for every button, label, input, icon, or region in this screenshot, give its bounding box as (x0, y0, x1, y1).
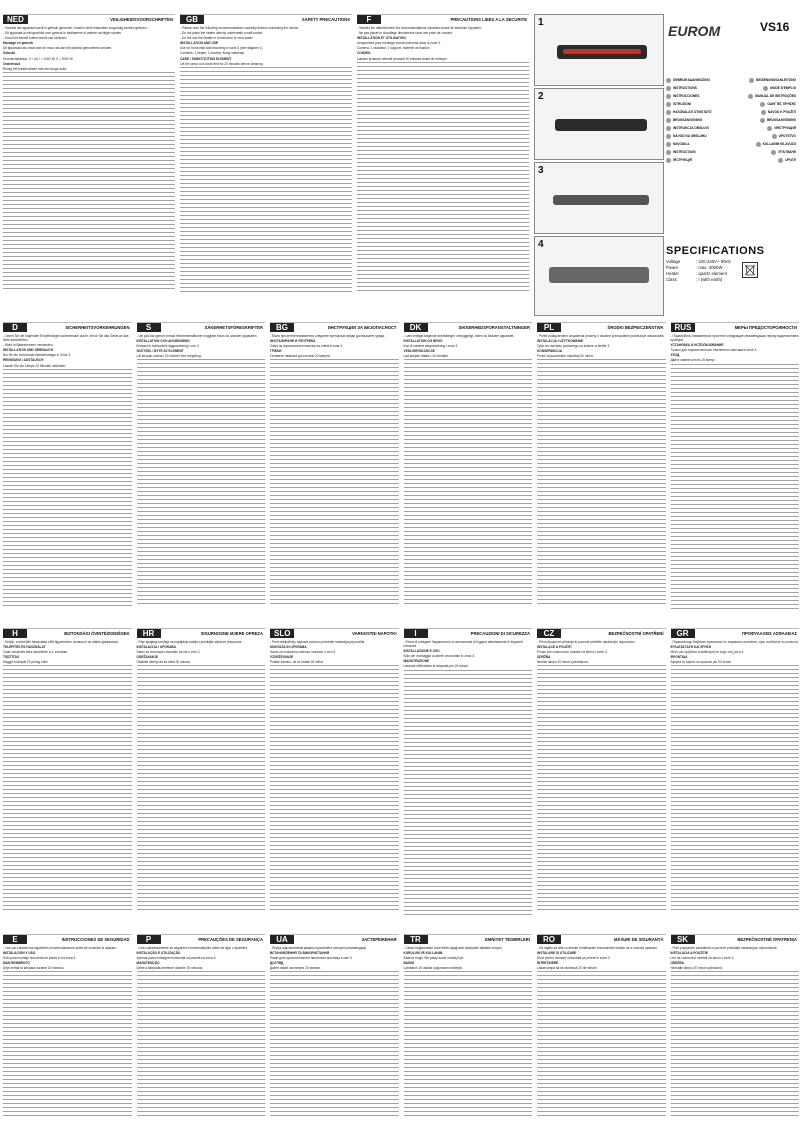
lang-code: P (137, 935, 161, 944)
text-line: - Nicht in Badezimmern verwenden. (3, 343, 54, 348)
lang-code: PL (537, 323, 561, 332)
text-line: SKÖTSEL / BYTE AV ELEMENT (136, 349, 184, 354)
text-line: - Ne pas placer le chauffage directement sous une prise de courant. (357, 31, 453, 36)
model-number: VS16 (760, 20, 790, 34)
text-line: INSTALLATION OG BRUG (403, 339, 443, 344)
text-line: Nechajte lampu 20 minút vychladnúť. (670, 966, 724, 971)
section-title: PRECAUÇÕES DE SEGURANÇA (198, 937, 263, 942)
language-row (666, 140, 796, 148)
text-line: ΕΓΚΑΤΑΣΤΑΣΗ ΚΑΙ ΧΡΗΣΗ (670, 645, 712, 650)
figure-4 (534, 236, 664, 316)
text-line: - Houd het toestel buiten bereik van kinderen. (3, 36, 68, 41)
text-placeholder (137, 359, 266, 604)
heater-icon (549, 267, 649, 283)
text-line: Pustite žarnico, da se ohladi 20 minut. (270, 660, 324, 665)
text-line: ГРИЖИ (270, 349, 282, 354)
language-label: INSTRUCŢIUNI (673, 150, 696, 154)
text-line: MONTAŽA IN UPORABA (270, 645, 307, 650)
text-line: - Læs venligst følgende anbefalinger omhyggeligt, inden du tilslutter apparatet. (403, 334, 515, 338)
wee-bin-icon (742, 262, 758, 278)
section-body (270, 640, 399, 664)
section-body (404, 946, 533, 970)
text-placeholder (270, 971, 399, 1116)
text-line: - Pred pripojením zariadenia si pozorne prečítajte nasledujúce odporúčania. (670, 946, 778, 950)
text-placeholder (404, 359, 533, 604)
spec-key: Class (666, 277, 677, 282)
section-ned (3, 14, 175, 314)
text-placeholder (3, 665, 132, 910)
text-placeholder (270, 665, 399, 910)
text-line: Dit apparaat kan zowel aan de muur als aan het plafond gemonteerd worden. (3, 46, 113, 51)
section-title: SICHERHEITSVORKEHRUNGEN (65, 325, 130, 330)
lang-code: HR (137, 629, 161, 638)
lang-code: UA (270, 935, 294, 944)
specifications-heading: SPECIFICATIONS (666, 245, 765, 257)
language-label: UPUTSTVO (778, 134, 796, 138)
text-line: Solo per montaggio a parete orizzontale in zona 3. (403, 654, 475, 659)
text-line: MANUTENÇÃO (136, 961, 160, 966)
text-line: - Var god läs igenom dessa rekommendationer noggrant innan du ansluter apparaten. (136, 334, 258, 338)
section-title: INSTRUCCIONES DE SEGURIDAD (61, 937, 130, 942)
text-line: Hagyja a lámpát 20 percig hűlni. (3, 660, 49, 665)
text-line: - Před připojením přístroje si pozorně přečtěte následující doporučení. (537, 640, 636, 644)
section-body (137, 640, 266, 664)
section-body (671, 640, 800, 664)
language-label: GEBRUIKSAANWIJZING (673, 78, 711, 82)
svg-text:EUROM: EUROM (668, 23, 721, 39)
section-title: ΠΡΟΦΥΛΑΞΕΙΣ ΑΣΦΑΛΕΙΑΣ (742, 631, 797, 636)
text-line: KONSERWACJA (537, 349, 563, 354)
text-placeholder (537, 971, 666, 1116)
text-line: INSTALARE ȘI UTILIZARE (537, 951, 577, 956)
section-gr (671, 628, 800, 928)
text-line: ВСТАНОВЛЕННЯ ТА ВИКОРИСТАННЯ (270, 951, 330, 956)
lang-code: E (3, 935, 27, 944)
heater-icon (555, 119, 647, 131)
text-line: - Kérjük, a készülék használata előtt figyelmesen olvassa el az alábbi ajánlásokat. (3, 640, 119, 644)
text-line: Contents: 1 heater, 1 bracket, fixing materials (180, 51, 244, 56)
text-line: Nur für die horizontale Wandmontage in Zone 3. (3, 353, 71, 358)
text-line: Μόνο για οριζόντια τοποθέτηση σε τοίχο στη ζώνη 3. (670, 650, 745, 655)
text-placeholder (180, 67, 352, 292)
text-placeholder (537, 359, 666, 604)
lang-code: SK (671, 935, 695, 944)
text-line: - Παρακαλούμε διαβάστε προσεκτικά τις παρακάτω συστάσεις πριν συνδέσετε τη συσκευή. (670, 640, 799, 644)
text-line: MANTENIMIENTO (3, 961, 30, 966)
text-line: Lad lampen afkøle i 20 minutter. (403, 354, 449, 359)
band-4 (3, 934, 799, 1129)
text-line: Reinig het toestel alleen met een droge doek. (3, 66, 68, 71)
section-body (270, 334, 399, 358)
section-body (270, 946, 399, 970)
text-line: Let the lamp cool down first for 20 minutes before cleaning. (180, 61, 264, 66)
text-line: Onderhoud (3, 61, 21, 66)
section-title: SÄKERHETSFÖRESKRIFTER (204, 325, 263, 330)
text-line: Само за хоризонтален монтаж на стена в зона 3. (270, 344, 343, 349)
language-label: УПЪТВАНЕ (778, 150, 796, 154)
text-placeholder (3, 369, 132, 609)
figure-number: 4 (538, 239, 544, 250)
spec-value: : quartz element (696, 271, 727, 276)
text-placeholder (404, 971, 533, 1116)
text-placeholder (357, 62, 529, 292)
language-label: KULLANIM KILAVUZU (762, 142, 796, 146)
section-title: PRECAUTIONS LIEES A LA SECURITE (450, 17, 527, 22)
language-label: HASZNÁLATI ÚTMUTATÓ (673, 110, 712, 114)
text-line: INSTALLATION OCH ANVÄNDNING (136, 339, 190, 344)
section-title: SAFETY PRECAUTIONS (301, 17, 350, 22)
lang-code: S (137, 323, 161, 332)
section-cz (537, 628, 666, 928)
text-line: INSTALLAZIONE E USO (403, 649, 440, 654)
lang-code: NED (3, 15, 28, 24)
figure-number: 3 (538, 165, 544, 176)
text-placeholder (671, 364, 800, 609)
text-line: - Prima di collegare l'apparecchio si raccomanda di leggere attentamente le seguenti istruzioni. (403, 640, 523, 649)
text-line: Deixe a lâmpada arrefecer durante 20 minutos. (136, 966, 204, 971)
spec-key: Power (666, 265, 679, 270)
text-line: - Leia cuidadosamente as seguintes recomendações antes de ligar o aparelho. (136, 946, 248, 950)
section-title: BEZPEČNOSTNÍ OPATŘENÍ (608, 631, 664, 636)
language-row (666, 148, 796, 156)
text-line: ÚDRŽBA (537, 655, 551, 660)
text-line: BAKIM (403, 961, 414, 966)
text-placeholder (537, 665, 666, 910)
text-line: Gebruik (3, 51, 16, 56)
language-label: BRUGSANVISNING (673, 118, 703, 122)
language-row (666, 108, 796, 116)
text-line: Только для горизонтального настенного монтажа в зоне 3. (670, 348, 758, 353)
section-title: VARNOSTNI NAPOTKI (352, 631, 397, 636)
section-title: EMNİYET TEDBİRLERİ (485, 937, 530, 942)
text-line: Doar pentru montare orizontală pe perete în zona 3. (537, 956, 611, 961)
band-2 (3, 322, 799, 622)
text-line: - Pred priključitvijo naprave pozorno preberite naslednja priporočila. (270, 640, 366, 644)
text-placeholder (671, 971, 800, 1116)
section-body (671, 946, 800, 970)
section-body (671, 334, 800, 363)
section-body (3, 334, 132, 368)
section-body (137, 946, 266, 970)
text-line: CONSEIL (357, 51, 372, 56)
section-title: BIZTONSÁGI ÓVINTÉZKEDÉSEK (64, 631, 130, 636)
text-line: Kun til vandret vægmontering i zone 3. (403, 344, 459, 349)
figure-2 (534, 88, 664, 160)
text-line: Αφήστε τη λάμπα να κρυώσει για 20 λεπτά. (670, 660, 732, 665)
spec-row (666, 277, 796, 283)
section-title: ЗАСТЕРЕЖЕННЯ (361, 937, 397, 942)
section-body (137, 334, 266, 358)
text-line: ÎNTREȚINERE (537, 961, 559, 966)
language-label: NÁVOD K POUŽITÍ (767, 110, 796, 114)
text-line: Ostavite žarulju da se hladi 20 minuta. (136, 660, 191, 665)
text-line: VZDRŽEVANJE (270, 655, 294, 660)
text-line: Csak vízszintes falra szerelésre a 3. zónában. (3, 650, 69, 655)
spec-value: : I (with earth) (696, 277, 723, 282)
text-placeholder (3, 971, 132, 1116)
section-title: BEZPEČNOSTNÉ OPATRENIA (737, 937, 797, 942)
lang-code: TR (404, 935, 428, 944)
language-label: NAVODILA (673, 142, 690, 146)
text-line: УСТАНОВКА И ИСПОЛЬЗОВАНИЕ (670, 343, 724, 348)
text-placeholder (137, 971, 266, 1116)
section-bg (270, 322, 399, 622)
text-line: Lassen Sie die Lampe 20 Minuten abkühlen. (3, 363, 66, 368)
section-tr (404, 934, 533, 1129)
section-h (3, 628, 132, 928)
text-line: Tylko do montażu poziomego na ścianie w strefie 3. (537, 344, 610, 349)
spec-key: Heater (666, 271, 679, 276)
figure-1 (534, 14, 664, 86)
section-rus (671, 322, 800, 622)
section-s (137, 322, 266, 622)
text-line: REINIGUNG / AUSTAUSCH (3, 358, 44, 363)
text-line: Use for horizontal wall mounting in zone 3 (see diagram 1). (180, 46, 264, 51)
lang-code: GB (180, 15, 204, 24)
text-line: Endast för horisontell väggmontering i zon 3. (136, 344, 200, 349)
lang-code: I (404, 629, 428, 638)
text-line: Sólo para montaje horizontal en pared en la zona 3. (3, 956, 77, 961)
section-ua (270, 934, 399, 1129)
text-line: - Prije spajanja uređaja na napajanje pažljivo pročitajte sljedeće preporuke. (136, 640, 243, 644)
lang-code: SLO (270, 629, 294, 638)
language-row (666, 156, 796, 164)
lang-code: GR (671, 629, 695, 638)
language-label: INSTRUCCIONES (673, 94, 700, 98)
text-line: - Do not place the heater directly underneath a wall socket. (180, 31, 264, 36)
text-placeholder (404, 670, 533, 915)
section-e (3, 934, 132, 1129)
language-label: UPUTE (785, 158, 796, 162)
section-body (537, 946, 666, 970)
text-line: Лише для горизонтального настінного монтажу в зоні 3. (270, 956, 353, 961)
text-line: - Vă rugăm să citiți cu atenție următoarele recomandări înainte de a conecta aparatul. (537, 946, 658, 950)
section-body (180, 26, 352, 66)
text-line: Sadece bölge 3'te yatay duvar montajı için. (403, 956, 465, 961)
section-title: PRECAUZIONI DI SICUREZZA (470, 631, 530, 636)
text-line: Deje enfriar la lámpara durante 20 minutos. (3, 966, 65, 971)
language-label: ΟΔΗΓΊΕΣ ΧΡΉΣΗΣ (767, 102, 796, 106)
text-line: Len na vodorovnú montáž na stenu v zóne 3. (670, 956, 735, 961)
section-sk (671, 934, 800, 1129)
language-row (666, 84, 796, 92)
text-line: INSTALLATION UND GEBRAUCH (3, 348, 53, 353)
text-line: CARE / SUBSTITUTING ELEMENT (180, 56, 232, 61)
section-body (537, 334, 666, 358)
section-d (3, 322, 132, 622)
text-line: Оставете лампата да изстине 20 минути. (270, 354, 331, 359)
language-list (666, 76, 796, 164)
language-label: INSTRUCTIONS (673, 86, 697, 90)
text-line: Дайте лампі охолонути 20 хвилин. (270, 966, 321, 971)
heater-icon (553, 195, 649, 205)
text-line: - Перед підключенням уважно прочитайте наступні рекомендації. (270, 946, 367, 950)
language-row (666, 76, 796, 84)
text-line: - Dit apparaat is niet geschikt voor gebruik in badkamers of andere vochtige ruimten. (3, 31, 123, 36)
section-title: SIGURNOSNE MJERE OPREZA (200, 631, 263, 636)
text-line: - Lesen Sie die folgenden Empfehlungen aufmerksam durch, bevor Sie das Gerät an das Netz anschließen. (3, 334, 129, 343)
language-label: BRUKSANVISNING (766, 118, 796, 122)
text-line: - Please read the following recommendations carefully before connecting the device. (180, 26, 300, 30)
text-line: ИНСТАЛИРАНЕ И УПОТРЕБА (270, 339, 316, 344)
lamp-icon (563, 49, 641, 54)
text-line: Montage en gebruik (3, 41, 34, 46)
text-line: - Voordat het apparaat wordt in gebruik genomen, moeten deze instructies zorgvuldig worden gelezen. (3, 26, 148, 30)
text-line: TISZTÍTÁS (3, 655, 20, 660)
figure-3 (534, 162, 664, 234)
lang-code: H (3, 629, 27, 638)
text-line: INSTALACIÓN Y USO (3, 951, 36, 956)
language-label: ІНСТРУКЦІЯ (673, 158, 692, 162)
lang-code: F (357, 15, 381, 24)
text-line: ΦΡΟΝΤΙΔΑ (670, 655, 688, 660)
section-body (404, 334, 533, 358)
text-line: Przed czyszczeniem odczekaj 20 minut. (537, 354, 594, 359)
text-line: MANUTENZIONE (403, 659, 430, 664)
section-hr (137, 628, 266, 928)
text-line: Pouze pro vodorovnou montáž na stěnu v zóně 3. (537, 650, 608, 655)
section-gb (180, 14, 352, 314)
text-line: Samo za vodoravnu montažu na zid u zoni 3. (136, 650, 201, 655)
text-placeholder (671, 665, 800, 910)
text-line: Lăsați lampa să se răcească 20 de minute. (537, 966, 598, 971)
text-line: - Przed podłączeniem urządzenia prosimy o uważne przeczytanie poniższych wskazówek. (537, 334, 665, 338)
text-line: ÚDRŽBA (670, 961, 684, 966)
text-line: Samo za vodoravno stensko montažo v coni 3. (270, 650, 337, 655)
text-line: Uniquement pour montage mural horizontal dans la zone 3. (357, 41, 441, 46)
section-body (357, 26, 529, 61)
text-line: Koordschakelaar: 0 = uit, I = 1000 W, II = 2000 W (3, 56, 73, 61)
band-3 (3, 628, 799, 928)
section-body (3, 640, 132, 664)
lang-code: D (3, 323, 27, 332)
language-label: ИНСТРУКЦИЯ (774, 126, 796, 130)
text-line: - Veuillez lire attentivement les recommandations suivantes avant de brancher l'appareil. (357, 26, 482, 30)
text-placeholder (270, 359, 399, 604)
language-row (666, 116, 796, 124)
section-body (3, 26, 175, 71)
text-line: ODRŽAVANJE (136, 655, 158, 660)
text-line: - Пожалуйста, внимательно прочтите следующие рекомендации перед подключением прибора. (670, 334, 799, 343)
section-slo (270, 628, 399, 928)
section-body (537, 640, 666, 664)
text-placeholder (137, 665, 266, 910)
section-title: ŚRODKI BEZPIECZEŃSTWA (607, 325, 664, 330)
language-label: BEDIENUNGSANLEITUNG (756, 78, 796, 82)
lang-code: BG (270, 323, 294, 332)
text-line: INSTALACJA I UŻYTKOWANIE (537, 339, 584, 344)
text-line: INSTALLATION ET UTILISATION (357, 36, 406, 41)
language-label: MANUAL DE INSTRUÇÕES (755, 94, 796, 98)
language-row (666, 132, 796, 140)
text-line: INSTALAÇÃO E UTILIZAÇÃO (136, 951, 181, 956)
section-ro (537, 934, 666, 1129)
spec-value: : 220-240V~ 50Hz (696, 259, 731, 264)
spec-key: Voltage (666, 259, 681, 264)
section-title: VEILIGHEIDSVOORSCHRIFTEN (110, 17, 173, 22)
text-line: Låt lampan svalna i 20 minuter före rengöring. (136, 354, 202, 359)
text-line: Nechte lampu 20 minut vychladnout. (537, 660, 589, 665)
section-dk (404, 322, 533, 622)
section-p (137, 934, 266, 1129)
section-title: ИНСТРУКЦИИ ЗА БЕЗОПАСНОСТ (327, 325, 397, 330)
text-line: TELEPÍTÉS ÉS HASZNÁLAT (3, 645, 46, 650)
text-line: Contenu: 1 radiateur, 1 support, matériel de fixation (357, 46, 430, 51)
section-f (357, 14, 529, 314)
text-line: УХОД (670, 353, 680, 358)
eurom-logo (666, 16, 721, 46)
language-row (666, 124, 796, 132)
text-placeholder (3, 72, 175, 292)
language-row (666, 100, 796, 108)
section-title: MĂSURI DE SIGURANȚĂ (613, 937, 664, 942)
text-line: Apenas para montagem horizontal na parede na zona 3. (136, 956, 217, 961)
text-line: Дайте лампе остыть 20 минут. (670, 358, 716, 363)
text-line: - Lea con cuidado las siguientes recomendaciones antes de conectar el aparato. (3, 946, 117, 950)
text-line: INSTALACE A POUŽITÍ (537, 645, 572, 650)
lang-code: RUS (671, 323, 696, 332)
text-line: VEDLIGEHOLDELSE (403, 349, 435, 354)
figure-number: 1 (538, 17, 544, 28)
section-pl (537, 322, 666, 622)
text-line: INŠTALÁCIA A POUŽITIE (670, 951, 708, 956)
text-line: - Моля прочетете внимателно следните препоръки преди да свържете уреда. (270, 334, 385, 338)
section-title: МЕРЫ ПРЕДОСТОРОЖНОСТИ (734, 325, 797, 330)
text-line: Laissez la lampe refroidir pendant 20 minutes avant de nettoyer. (357, 56, 448, 61)
language-row (666, 92, 796, 100)
text-line: - Cihazı bağlamadan önce lütfen aşağıdaki tavsiyeleri dikkatle okuyun. (403, 946, 503, 950)
text-line: Lambanın 20 dakika soğumasını bekleyin. (403, 966, 464, 971)
lang-code: RO (537, 935, 561, 944)
spec-value: : max. 2000W (696, 265, 723, 270)
figure-number: 2 (538, 91, 544, 102)
text-line: - Do not use the heater in a bathroom or near water. (180, 36, 254, 41)
section-title: SIKKERHEDSFORANSTALTNINGER (458, 325, 530, 330)
text-line: INSTALACIJA I UPORABA (136, 645, 176, 650)
language-label: INSTRUKCJA OBSŁUGI (673, 126, 709, 130)
section-i (404, 628, 533, 928)
text-line: Lasciare raffreddare la lampada per 20 minuti. (403, 664, 469, 669)
text-line: INSTALLATION AND USE (180, 41, 219, 46)
text-line: ДОГЛЯД (270, 961, 284, 966)
text-line: KURULUM VE KULLANIM (403, 951, 443, 956)
section-body (3, 946, 132, 970)
lang-code: DK (404, 323, 428, 332)
language-label: NÁVOD NA OBSLUHU (673, 134, 707, 138)
language-label: ISTRUZIONI (673, 102, 692, 106)
section-body (404, 640, 533, 669)
lang-code: CZ (537, 629, 561, 638)
specifications (666, 245, 796, 283)
language-label: MODE D'EMPLOI (770, 86, 796, 90)
